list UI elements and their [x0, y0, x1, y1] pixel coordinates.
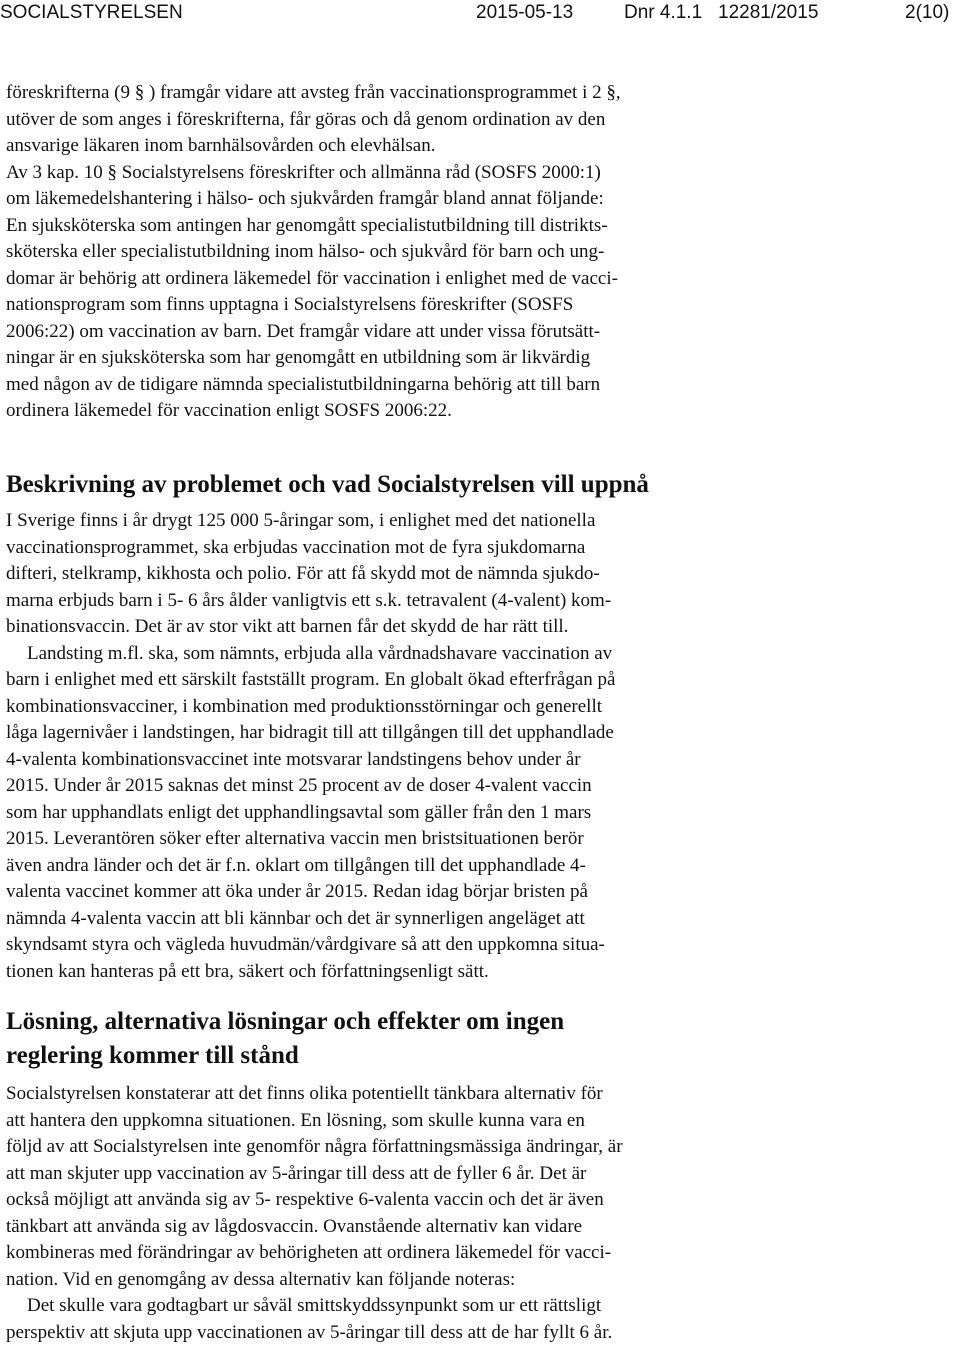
text-line: marna erbjuds barn i 5- 6 års ålder vanligtvis ett s.k. tetravalent (4-valent) kom- — [6, 589, 612, 611]
text-line: att hantera den uppkomna situationen. En lösning, som skulle kunna vara en — [6, 1109, 585, 1131]
section-heading-solution — [6, 1005, 564, 1073]
text-line: barn i enlighet med ett särskilt fastställt program. En globalt ökad efterfrågan på — [6, 669, 616, 690]
text-line: vaccinationsprogrammet, ska erbjudas vaccination mot de fyra sjukdomarna — [6, 536, 586, 558]
solution-paragraphs — [6, 1081, 623, 1346]
text-line: låga lagernivåer i landstingen, har bidragit till att tillgången till det upphandlade — [6, 722, 614, 743]
text-line: tionen kan hanteras på ett bra, säkert och författningsenligt sätt. — [6, 960, 489, 982]
text-line: 2015. Leverantören söker efter alternativa vaccin men bristsituationen berör — [6, 828, 584, 849]
text-line: domar är behörig att ordinera läkemedel för vaccination i enlighet med de vacci- — [6, 267, 618, 289]
case-number: 12281/2015 — [718, 2, 819, 23]
text-line: valenta vaccinet kommer att öka under år 2015. Redan idag börjar bristen på — [6, 881, 588, 902]
text-line: nationsprogram som finns upptagna i Socialstyrelsens föreskrifter (SOSFS — [6, 294, 574, 315]
text-line: Landsting m.fl. ska, som nämnts, erbjuda alla vårdnadshavare vaccination av — [27, 642, 613, 664]
text-line: kombinationsvacciner, i kombination med produktionsstörningar och generellt — [6, 695, 603, 717]
text-line: utöver de som anges i föreskrifterna, får göras och då genom ordination av den — [6, 108, 606, 130]
text-line: följd av att Socialstyrelsen inte genomför några författningsmässiga ändringar, är — [6, 1136, 623, 1157]
heading-line: Beskrivning av problemet och vad Socialstyrelsen vill uppnå — [6, 471, 649, 498]
text-line: 2015. Under år 2015 saknas det minst 25 procent av de doser 4-valent vaccin — [6, 775, 592, 796]
diary-number: Dnr 4.1.1 — [624, 2, 703, 23]
text-line: Socialstyrelsen konstaterar att det finns olika potentiellt tänkbara alternativ för — [6, 1083, 603, 1104]
text-line: Av 3 kap. 10 § Socialstyrelsens föreskrifter och allmänna råd (SOSFS 2000:1) — [6, 161, 601, 183]
text-line: att man skjuter upp vaccination av 5-åringar till dess att de fyller 6 år. Det är — [6, 1162, 587, 1184]
agency-name: SOCIALSTYRELSEN — [0, 2, 183, 23]
text-line: ordinera läkemedel för vaccination enligt SOSFS 2006:22. — [6, 400, 452, 421]
text-line: binationsvaccin. Det är av stor vikt att barnen får det skydd de har rätt till. — [6, 616, 569, 637]
intro-paragraphs — [6, 80, 621, 425]
text-line: som har upphandlats enligt det upphandlingsavtal som gäller från den 1 mars — [6, 801, 592, 823]
text-line: nation. Vid en genomgång av dessa alternativ kan följande noteras: — [6, 1268, 516, 1290]
text-line: med någon av de tidigare nämnda specialistutbildningarna behörig att till barn — [6, 373, 601, 395]
page-header — [0, 0, 960, 26]
text-line: ansvarige läkaren inom barnhälsovården och elevhälsan. — [6, 135, 436, 156]
text-line: föreskrifterna (9 § ) framgår vidare att avsteg från vaccinationsprogrammet i 2 §, — [6, 82, 621, 103]
heading-line: reglering kommer till stånd — [6, 1042, 299, 1069]
heading-line: Lösning, alternativa lösningar och effekter om ingen — [6, 1008, 565, 1035]
text-line: perspektiv att skjuta upp vaccinationen av 5-åringar till dess att de har fyllt 6 år. — [6, 1321, 613, 1343]
text-line: även andra länder och det är f.n. oklart om tillgången till det upphandlade 4- — [6, 854, 586, 876]
problem-paragraphs — [6, 508, 615, 985]
text-line: En sjuksköterska som antingen har genomgått specialistutbildning till distrikts- — [6, 214, 608, 236]
text-line: Det skulle vara godtagbart ur såväl smittskyddssynpunkt som ur ett rättsligt — [27, 1295, 602, 1316]
text-line: I Sverige finns i år drygt 125 000 5-åringar som, i enlighet med det nationella — [6, 510, 596, 531]
section-heading-problem — [6, 468, 649, 502]
text-line: om läkemedelshantering i hälso- och sjukvården framgår bland annat följande: — [6, 188, 604, 209]
text-line: sköterska eller specialistutbildning inom hälso- och sjukvård för barn och ung- — [6, 241, 605, 262]
text-line: kombineras med förändringar av behörigheten att ordinera läkemedel för vacci- — [6, 1242, 612, 1263]
text-line: också möjligt att använda sig av 5- respektive 6-valenta vaccin och det är även — [6, 1189, 604, 1210]
text-line: difteri, stelkramp, kikhosta och polio. För att få skydd mot de nämnda sjukdo- — [6, 563, 600, 584]
text-line: 4-valenta kombinationsvaccinet inte motsvarar landstingens behov under år — [6, 748, 581, 770]
text-line: tänkbart att använda sig av lågdosvaccin. Ovanstående alternativ kan vidare — [6, 1215, 583, 1237]
text-line: ningar är en sjuksköterska som har genomgått en utbildning som är likvärdig — [6, 347, 591, 368]
text-line: skyndsamt styra och vägleda huvudmän/vårdgivare så att den uppkomna situa- — [6, 934, 605, 955]
document-date: 2015-05-13 — [476, 2, 574, 23]
page-number: 2(10) — [905, 2, 950, 23]
text-line: 2006:22) om vaccination av barn. Det framgår vidare att under vissa förutsätt- — [6, 320, 601, 342]
text-line: nämnda 4-valenta vaccin att bli kännbar och det är synnerligen angeläget att — [6, 907, 585, 929]
